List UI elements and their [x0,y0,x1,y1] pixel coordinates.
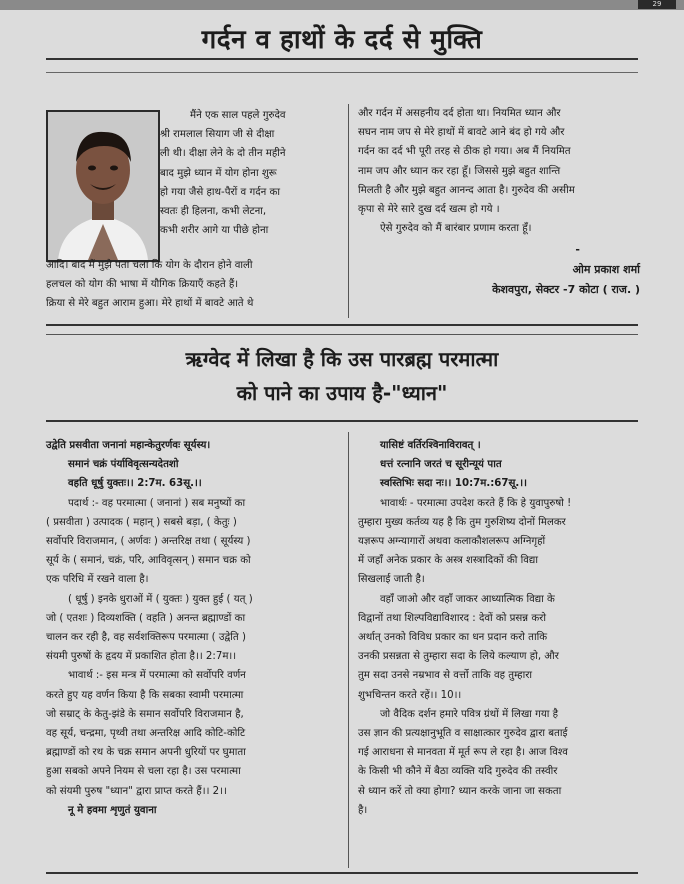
text-line: कृपा से मेरे सारे दुख दर्द खत्म हो गये । [358,204,500,216]
text-line: पदार्थ :- वह परमात्मा ( जनानां ) सब मनुष्यों का [68,497,246,509]
text-line: के किसी भी कौने में बैठा व्यक्ति यदि गुरुदेव की तस्वीर [358,766,558,778]
author-address: केशवपुरा, सेक्टर -7 कोटा ( राज. ) [492,283,640,296]
text-line: सूर्य के ( समानं, चक्रं, परि, आविवृत्सन् ) समान चक्र को [46,555,251,567]
text-line: श्री रामलाल सियाग जी से दीक्षा [160,129,275,141]
article2-column-divider [348,432,349,868]
bottom-divider [46,872,638,874]
text-line: यज्ञरूप अग्न्यागारों अथवा कलाकौशलरूप अग्निगृहों [358,536,546,548]
text-line: है। [358,804,368,816]
text-line: ली थी। दीक्षा लेने के दो तीन महीने [160,148,286,160]
section-divider [46,324,638,326]
text-line: स्वतः ही हिलना, कभी लेटना, [160,206,267,218]
text-line: चालन कर रही है, वह सर्वशक्तिरूप परमात्मा ( उद्वेति ) [46,632,246,644]
author-signature [358,240,640,300]
article2-col1 [46,436,336,820]
text-line: ( प्रसवीता ) उत्पादक ( महान् ) सबसे बड़ा, ( केतुः ) [46,516,237,528]
verse-line: यासिष्टं वर्तिरश्विनाविरावत् । [380,440,481,451]
text-line: से ध्यान करें तो क्या होगा? ध्यान करके जाना जा सकता [358,785,562,797]
text-line: में जहाँ अनेक प्रकार के अस्त्र शस्त्रादिकों की विद्या [358,555,538,567]
text-line: हो गया जैसे हाथ-पैरों व गर्दन का [160,186,280,198]
text-line: को संयमी पुरुष "ध्यान" द्वारा प्राप्त करते हैं।। 2।। [46,785,227,797]
text-line: भावार्थ :- इस मन्त्र में परमात्मा को सर्वोपरि वर्णन [68,670,246,682]
text-line: उस ज्ञान की प्रत्यक्षानुभूति व साक्षात्कार गुरुदेव द्वारा बताई [358,728,568,740]
title-divider-thin [46,72,638,73]
verse-line: वहति धूर्षु युक्तः।। 2:7म. 63सू.।। [68,478,202,490]
verse-line: उद्वेति प्रसवीता जनानां महान्केतुरर्णवः सूर्यस्य। [46,440,211,451]
text-line: करते हुए यह वर्णन किया है कि सबका स्वामी परमात्मा [46,689,244,701]
page-number: 29 [638,0,676,9]
text-line: वहाँ जाओ और वहाँ जाकर आध्यात्मिक विद्या के [380,593,555,605]
text-line: गई आराधना से मानवता में मूर्त रूप ले रहा है। आज विश्व [358,747,568,759]
text-line: शुभचिन्तन करते रहें।। 10।। [358,689,462,701]
text-line: जो वैदिक दर्शन हमारे पवित्र ग्रंथों में लिखा गया है [380,708,559,720]
verse-line: स्वस्तिभिः सदा नः।। 10:7म.:67सू.।। [380,478,527,490]
text-line: संयमी पुरुषों के हृदय में प्रकाशित होता है।। 2:7म।। [46,651,237,663]
article1-col1-top [160,106,335,240]
title-divider [46,58,638,60]
article2-col2 [358,436,640,820]
verse-line: समानं चक्रं पंर्याविवृत्सन्यदेतशो [68,459,179,471]
text-line: ऐसे गुरुदेव को मैं बारंबार प्रणाम करता हूँ। [380,223,532,235]
text-line: आदि। बाद में मुझे पता चला कि योग के दौरान होने वाली [46,260,253,271]
signature-dash: - [575,243,580,256]
text-line: सर्वोपरि विराजमान, ( अर्णवः ) अन्तरिक्ष तथा ( सूर्यस्य ) [46,536,251,548]
person-portrait-icon [48,112,158,260]
text-line: वह सूर्य, चन्द्रमा, पृथ्वी तथा अन्तरिक्ष आदि कोटि-कोटि [46,728,246,740]
text-line: नाम जप और ध्यान कर रहा हूँ। जिससे मुझे बहुत शान्ति [358,165,561,177]
article1-title: गर्दन व हाथों के दर्द से मुक्ति [201,25,483,55]
article1-col1-bottom [46,256,335,314]
text-line: एक परिधि में रखने वाला है। [46,574,149,586]
text-line: बाद मुझे ध्यान में योग होना शुरू [160,167,277,179]
text-line: जो सम्राट् के केतु-झंडे के समान सर्वोपरि विराजमान है, [46,708,244,720]
text-line: ब्रह्माण्डों को रथ के चक्र समान अपनी धुरियों पर घुमाता [46,747,246,759]
text-line: ( धूर्षु ) इनके धुराओं में ( युक्तः ) युक्त हुई ( यत् ) [68,593,253,605]
top-bar [0,0,684,10]
text-line: सिखलाई जाती है। [358,574,425,586]
text-line: अर्थात् उनको विविध प्रकार का धन प्रदान करो ताकि [358,632,548,644]
text-line: तुम सदा उनसे नम्रभाव से वर्त्तो ताकि वह तुम्हारा [358,670,533,682]
text-line: तुम्हारा मुख्य कर्तव्य यह है कि तुम गुरुशिष्य दोनों मिलकर [358,516,566,528]
text-line: कभी शरीर आगे या पीछे होना [160,225,269,237]
text-line: विद्वानों तथा शिल्पविद्याविशारद : देवों को प्रसन्न करो [358,612,546,624]
verse-line: धत्तं रत्नानि जरतं च सूरीन्यूयं पात [380,459,502,471]
text-line: हुआ सबको अपने नियम से चला रहा है। उस परमात्मा [46,766,241,778]
article2-title-divider [46,420,638,422]
text-line: सघन नाम जप से मेरे हाथों में बावटे आने बंद हो गये और [358,127,565,139]
text-line: उनकी प्रसन्नता से तुम्हारा सदा के लिये कल्याण हो, और [358,651,559,663]
text-line: मिलती है और मुझे बहुत आनन्द आता है। गुरुदेव की असीम [358,184,575,196]
article2-title-line1: ऋग्वेद में लिखा है कि उस पारब्रह्म परमात्मा [185,347,499,371]
column-divider [348,104,349,318]
article2-title-line2: को पाने का उपाय है-"ध्यान" [236,381,448,405]
article1-col2 [358,104,640,238]
text-line: भावार्थः - परमात्मा उपदेश करते हैं कि हे युवापुरुषो ! [380,497,572,509]
text-line: क्रिया से मेरे बहुत आराम हुआ। मेरे हाथों में बावटे आते थे [46,298,254,310]
text-line: जो ( एतशः ) दिव्यशक्ति ( वहति ) अनन्त ब्रह्माण्डों का [46,612,246,624]
section-divider-thin [46,334,638,335]
author-name: ओम प्रकाश शर्मा [572,263,640,276]
text-line: और गर्दन में असहनीय दर्द होता था। नियमित ध्यान और [358,108,561,119]
text-line: मैंने एक साल पहले गुरुदेव [190,110,286,121]
verse-line: नू मे हवमा शृणुतं युवाना [68,804,157,816]
text-line: गर्दन का दर्द भी पूरी तरह से ठीक हो गया। अब मैं नियमित [358,146,571,158]
text-line: हलचल को योग की भाषा में यौगिक क्रियाएँ कहते हैं। [46,279,239,291]
author-photo [46,110,160,262]
